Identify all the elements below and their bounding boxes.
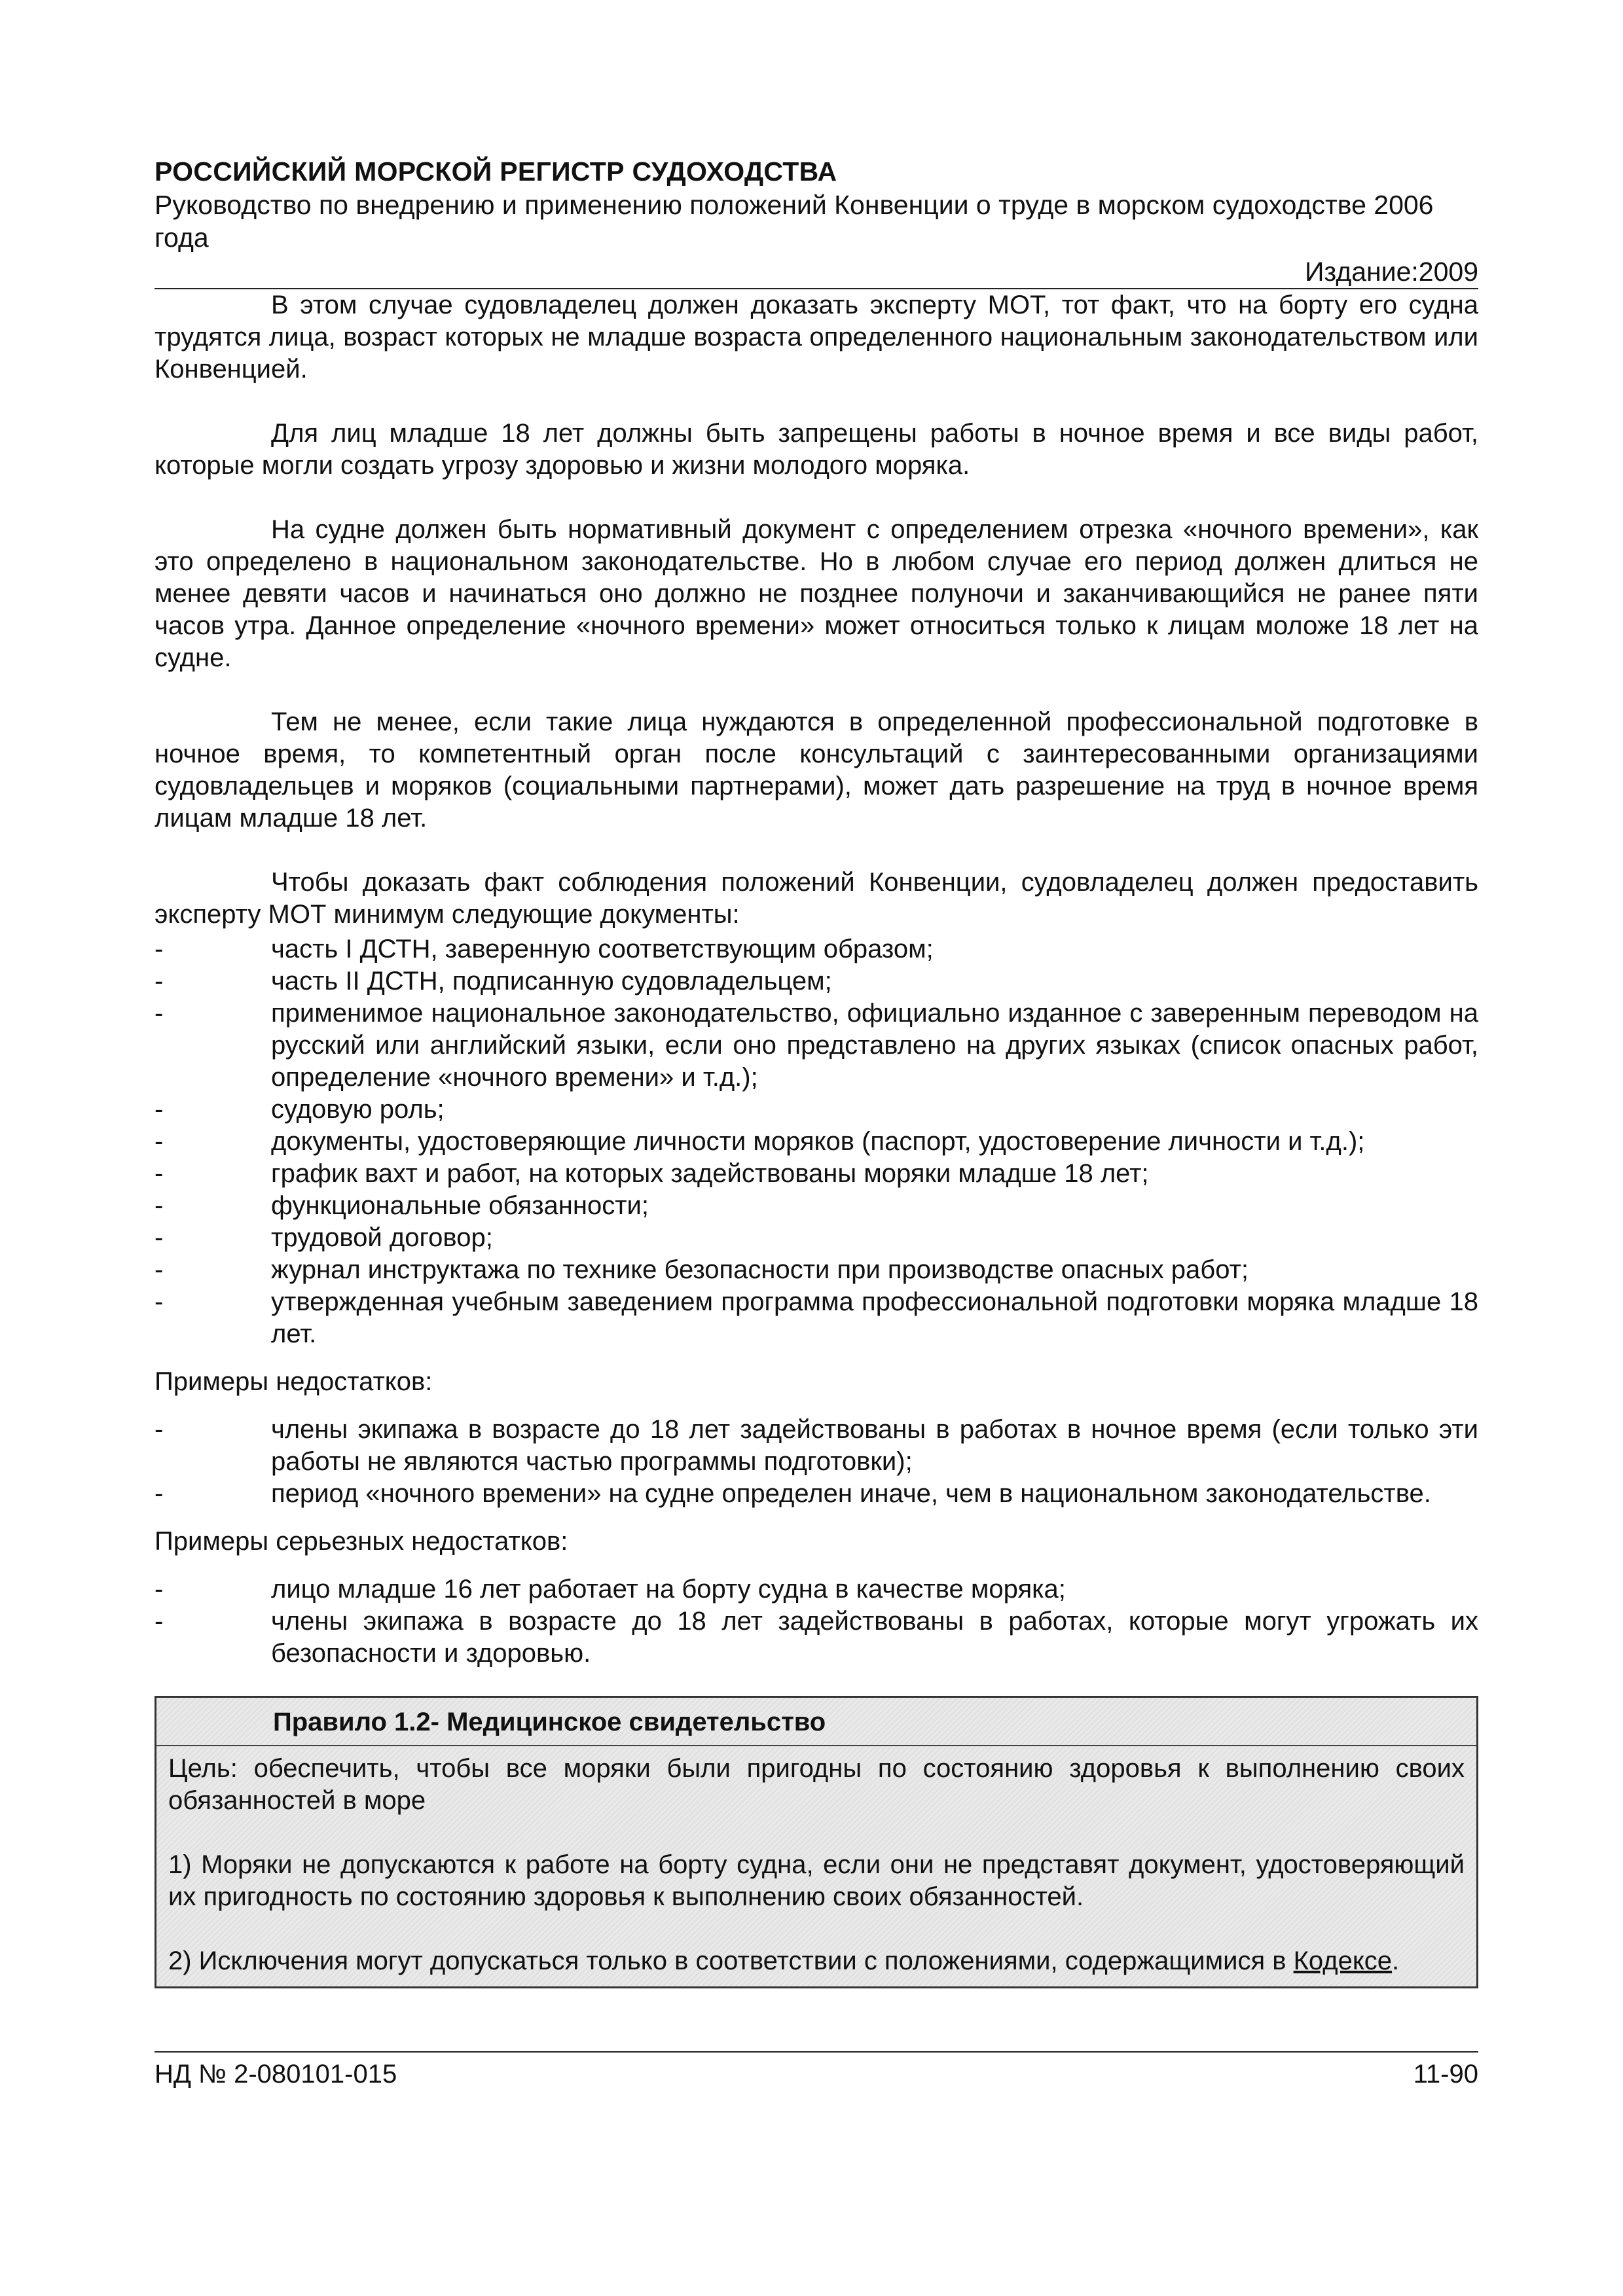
list-item: - лицо младше 16 лет работает на борту судна в качестве моряка; (155, 1573, 1478, 1605)
serious-deficiencies-heading: Примеры серьезных недостатков: (155, 1527, 568, 1556)
rule-item-2-end: . (1392, 1946, 1400, 1975)
paragraph: Тем не менее, если такие лица нуждаются в определенной профессиональной подготовке в ночное время, то компетентный орган после консультаций с заинтересованными организациями судовладельцев и моряков (социальными партнерами), может дать разрешение на труд в ночное время лицам младше 18 лет. (155, 708, 1478, 833)
list-item: - судовую роль; (155, 1094, 1478, 1126)
page-number: 11-90 (1413, 2060, 1478, 2089)
list-item: - документы, удостоверяющие личности моряков (паспорт, удостоверение личности и т.д.); (155, 1126, 1478, 1158)
paragraph: В этом случае судовладелец должен доказать эксперту МОТ, тот факт, что на борту его судна трудятся лица, возраст которых не младше возраста определенного национальным законодательством или Конвенцией. (155, 291, 1478, 384)
rule-item-2-text: 2) Исключения могут допускаться только в соответствии с положениями, содержащимися в (168, 1946, 1294, 1975)
document-body (155, 289, 1478, 1988)
deficiencies-heading: Примеры недостатков: (155, 1367, 433, 1396)
list-item: - часть I ДСТН, заверенную соответствующим образом; (155, 933, 1478, 965)
deficiencies-list (155, 1414, 1478, 1510)
paragraph: На судне должен быть нормативный документ с определением отрезка «ночного времени», как это определено в национальном законодательстве. Но в любом случае его период должен длиться не менее девяти часов и начинаться оно должно не позднее полуночи и заканчивающийся не ранее пяти часов утра. Данное определение «ночного времени» может относиться только к лицам моложе 18 лет на судне. (155, 515, 1478, 672)
paragraph: Для лиц младше 18 лет должны быть запрещены работы в ночное время и все виды работ, которые могли создать угрозу здоровью и жизни молодого моряка. (155, 419, 1478, 480)
required-documents-list (155, 933, 1478, 1350)
edition-label: Издание:2009 (1304, 257, 1478, 287)
rule-box (155, 1696, 1478, 1988)
rule-purpose: Цель: обеспечить, чтобы все моряки были пригодны по состоянию здоровья к выполнению своих обязанностей в море (168, 1754, 1465, 1815)
list-item: - журнал инструктажа по технике безопасности при производстве опасных работ; (155, 1254, 1478, 1286)
document-page (155, 154, 1478, 2157)
list-item: - утвержденная учебным заведением программа профессиональной подготовки моряка младше 18 лет. (155, 1286, 1478, 1350)
rule-box-title: Правило 1.2- Медицинское свидетельство (156, 1698, 1476, 1746)
organization-title: РОССИЙСКИЙ МОРСКОЙ РЕГИСТР СУДОХОДСТВА (155, 156, 837, 187)
list-item: - трудовой договор; (155, 1222, 1478, 1254)
list-item: - применимое национальное законодательство, официально изданное с заверенным переводом на русский или английский языки, если оно представлено на других языках (список опасных работ, определение «ночного времени» и т.д.); (155, 997, 1478, 1094)
paragraph: Чтобы доказать факт соблюдения положений Конвенции, судовладелец должен предоставить эксперту МОТ минимум следующие документы: (155, 868, 1478, 929)
code-link[interactable]: Кодексе (1293, 1946, 1393, 1975)
document-subtitle: Руководство по внедрению и применению положений Конвенции о труде в морском судоходстве 2006 года (155, 190, 1434, 253)
list-item: - период «ночного времени» на судне определен иначе, чем в национальном законодательстве. (155, 1478, 1478, 1510)
list-item: - часть II ДСТН, подписанную судовладельцем; (155, 965, 1478, 997)
list-item: - члены экипажа в возрасте до 18 лет задействованы в работах, которые могут угрожать их безопасности и здоровью. (155, 1605, 1478, 1670)
page-footer (155, 2051, 1478, 2090)
document-number: НД № 2-080101-015 (155, 2060, 397, 2089)
rule-box-body (156, 1746, 1476, 1986)
serious-deficiencies-list (155, 1573, 1478, 1670)
rule-item-1: 1) Моряки не допускаются к работе на борту судна, если они не представят документ, удостоверяющий их пригодность по состоянию здоровья к выполнению своих обязанностей. (168, 1850, 1465, 1911)
list-item: - члены экипажа в возрасте до 18 лет задействованы в работах в ночное время (если только эти работы не являются частью программы подготовки); (155, 1414, 1478, 1478)
rule-item-2 (168, 1945, 1465, 1977)
list-item: - график вахт и работ, на которых задействованы моряки младше 18 лет; (155, 1158, 1478, 1190)
list-item: - функциональные обязанности; (155, 1190, 1478, 1222)
